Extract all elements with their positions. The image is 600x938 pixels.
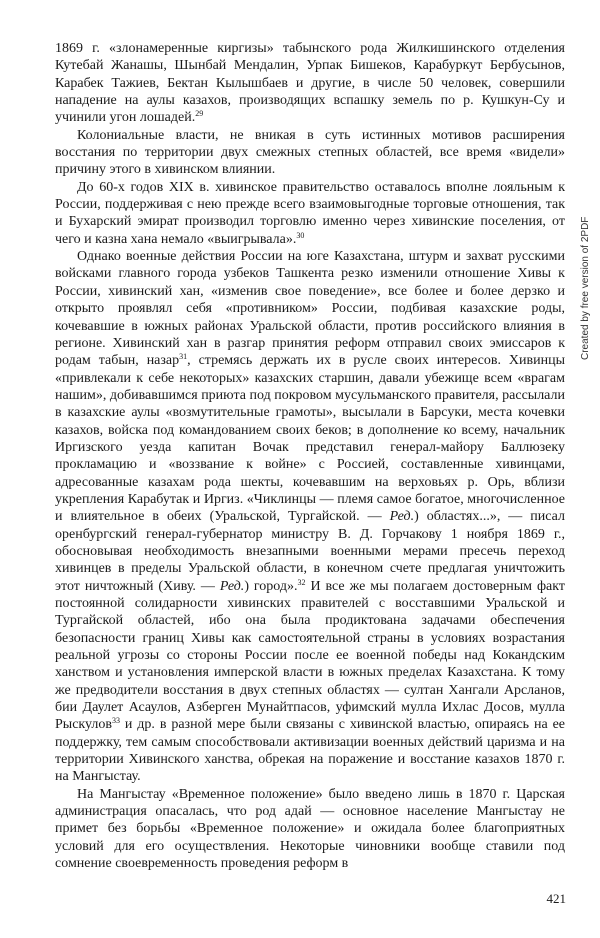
text-run: Однако военные действия России на юге Казахстана, штурм и захват русскими войсками главного города узбеков Ташкента резко изменили отношение Хивы к России, хивинский хан, «изменив свое поведение», все более и более дерзко и открыто проявлял себя «противником» России, подбивая казахские роды, кочевавшие в южных районах Уральской области, против российского влияния в регионе. Хивинский хан в разгар принятия реформ отправил своих эмиссаров к родам табын, назар — [55, 249, 565, 369]
footnote-ref: 32 — [297, 577, 306, 587]
text-run: , стремясь держать их в русле своих интересов. Хивинцы «привлекали к себе некоторых» казахских старшин, давали убежище всем «врагам нашим», добивавшимся приюта под покровом мусульманского правителя, рассылали в казахские аулы «возмутительные грамоты», высылали в Барсуки, места кочевки казахов, войска под командованием своих беков; в дополнение ко всему, начальник Иргизского уезда капитан Вочак представил генерал-майору Баллюзеку прокламацию и «воззвание к войне» с Россией, составленные хивинцами, адресованные казахам рода шекты, кочевавшим на верховьях р. Орь, вблизи укрепления Карабутак и Иргиз. «Чиклинцы — племя самое богатое, многочисленное и влиятельное в обеих (Уральской, Тургайской. — — [55, 353, 565, 525]
text-run: И все же мы полагаем достоверным факт постоянной солидарности хивинских правителей с восставшими Уральской и Тургайской областей, ибо она была продиктована задачами обеспечения безопасности границ Хивы как самостоятельной страны в условиях возрастания реальной угрозы со стороны России после ее военной победы над Кокандским ханством и установления имперской власти в южных пределах Казахстана. К тому же предводители восстания в двух степных областях — султан Хангали Арсланов, бии Даулет Асаулов, Азберген Мунайтпасов, уфимский мулла Ихлас Досов, мулла Рыскулов — [55, 578, 565, 733]
footnote-ref: 30 — [296, 230, 305, 240]
footnote-ref: 31 — [179, 352, 188, 362]
editor-note: Ред. — [219, 578, 245, 594]
text-run: ) областях...», — писал оренбургский генерал-губернатор министру В. Д. Горчакову 1 ноября 1869 г., обосновывая необходимость внезапными военными мерами пресечь переход хивинцев в пределы Уральской области, в конечном счете предлагая уничтожить этот ничтожный (Хиву. — — [55, 509, 565, 594]
text-run: и др. в разной мере были связаны с хивинской властью, опираясь на ее поддержку, тем самым способствовали активизации военных действий царизма и на территории Хивинского ханства, обрекая на поражение и восстание казахов 1870 г. на Мангыстау. — [55, 717, 565, 785]
watermark-text: Created by free version of 2PDF — [580, 216, 591, 360]
editor-note: Ред. — [389, 509, 415, 525]
page-number: 421 — [546, 891, 566, 906]
paragraph — [55, 786, 565, 873]
text-run: 1869 г. «злонамеренные киргизы» табынского рода Жилкишинского отделения Кутебай Жанашы, Шынбай Мендалин, Урпак Бишеков, Карабуркут Бербусынов, Карабек Тажиев, Бектан Кылышбаев и другие, в числе 50 человек, совершили нападение на аулы казахов, производящих вспашку земель по р. Кушкун-Су и учинили угон лошадей. — [55, 41, 565, 126]
text-run: На Мангыстау «Временное положение» было введено лишь в 1870 г. Царская администрация опасалась, что род адай — основное население Мангыстау не примет без борьбы «Временное положение» и ожидала более благоприятных условий для его осуществления. Некоторые чиновники вообще ставили под сомнение своевременность проведения реформ в — [55, 786, 565, 872]
text-run: Колониальные власти, не вникая в суть истинных мотивов расширения восстания по территории двух смежных степных областей, все время «видели» причину этого в хивинском влиянии. — [55, 127, 565, 178]
footnote-ref: 29 — [195, 109, 204, 119]
text-run: ) город». — [244, 578, 298, 594]
paragraph — [55, 127, 565, 179]
paragraph — [55, 40, 565, 127]
body-text — [55, 40, 565, 873]
paragraph — [55, 248, 565, 786]
paragraph — [55, 179, 565, 248]
footnote-ref: 33 — [112, 716, 120, 726]
text-run: До 60-х годов XIX в. хивинское правительство оставалось вполне лояльным к России, поддерживая с нею прежде всего взаимовыгодные торговые отношения, так и Бухарский эмират производил торговлю именно через хивинские поселения, от чего и казна хана немало «выигрывала». — [55, 179, 565, 247]
